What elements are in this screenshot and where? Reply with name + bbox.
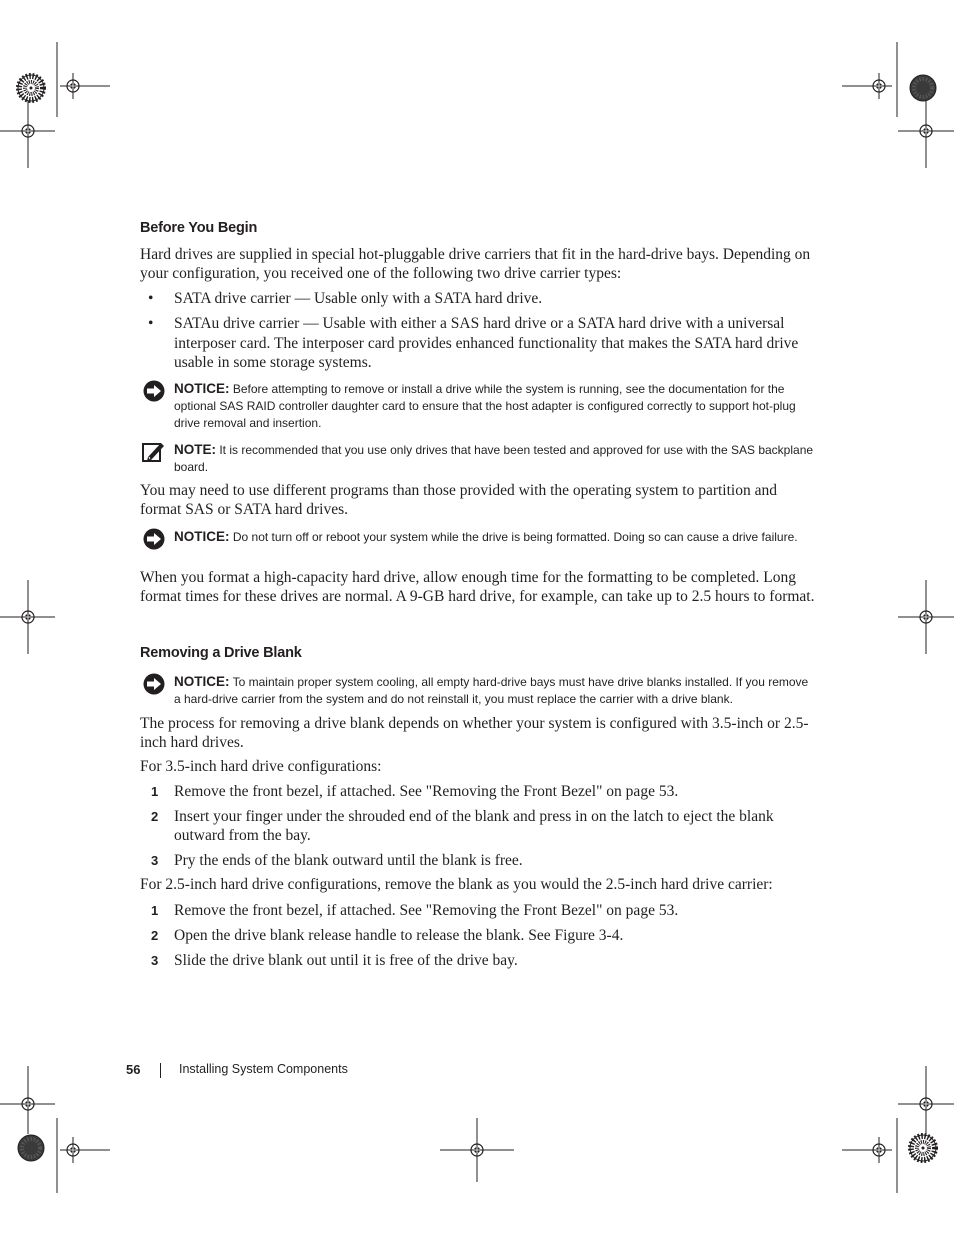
notice-arrow-icon [142,528,166,550]
list-intro-2-5-inch: For 2.5-inch hard drive configurations, remove the blank as you would the 2.5-inch hard drive carrier: [140,876,773,893]
note-label: NOTE: [174,442,216,457]
list-item [140,289,820,309]
bullet-text: SATAu drive carrier — Usable with either a SAS hard drive or a SATA hard drive with a universal interposer card. The interposer card provides enhanced functionality that makes the SATA hard drive usable in some storage systems. [174,315,799,371]
notice-label: NOTICE: [174,674,230,689]
list-item [140,314,820,374]
section-heading-removing-a-drive-blank: Removing a Drive Blank [140,645,302,661]
step-item [140,901,820,921]
notice-label: NOTICE: [174,381,230,396]
step-item [140,926,820,946]
note-pencil-icon [142,441,166,463]
list-intro-3-5-inch: For 3.5-inch hard drive configurations: [140,758,382,775]
step-item [140,951,820,971]
step-number: 2 [151,809,159,824]
step-number: 3 [151,953,159,968]
bullet-icon: • [148,290,154,307]
step-item [140,807,820,847]
footer-divider [160,1063,161,1078]
note-box [140,441,820,477]
note-text: It is recommended that you use only drives that have been tested and approved for use with the SAS backplane board. [174,443,814,474]
notice-arrow-icon [142,673,166,695]
notice-box [140,673,820,709]
notice-box [140,528,820,564]
step-text: Pry the ends of the blank outward until the blank is free. [174,852,523,869]
step-number: 1 [151,903,159,918]
step-number: 1 [151,784,159,799]
step-item [140,782,820,802]
page-number: 56 [126,1062,141,1077]
body-paragraph: The process for removing a drive blank depends on whether your system is configured with 3.5-inch or 2.5-inch hard drives. [140,715,809,751]
body-paragraph: When you format a high-capacity hard drive, allow enough time for the formatting to be completed. Long format times for these drives are normal. A 9-GB hard drive, for example, can take up to 2.5 hours to format. [140,569,815,605]
chapter-title: Installing System Components [179,1062,348,1076]
intro-paragraph: Hard drives are supplied in special hot-pluggable drive carriers that fit in the hard-drive bays. Depending on your configuration, you received one of the following two drive carrier types: [140,246,811,282]
notice-text: To maintain proper system cooling, all empty hard-drive bays must have drive blanks installed. If you remove a hard-drive carrier from the system and do not reinstall it, you must replace the carrier with a drive blank. [174,675,809,706]
notice-text: Do not turn off or reboot your system while the drive is being formatted. Doing so can cause a drive failure. [232,530,798,544]
step-number: 2 [151,928,159,943]
step-text: Slide the drive blank out until it is free of the drive bay. [174,952,518,969]
step-text: Remove the front bezel, if attached. See "Removing the Front Bezel" on page 53. [174,783,679,800]
notice-arrow-icon [142,380,166,402]
step-text: Insert your finger under the shrouded end of the blank and press in on the latch to eject the blank outward from the bay. [174,808,774,844]
notice-box [140,380,820,432]
bullet-icon: • [148,315,154,332]
step-text: Remove the front bezel, if attached. See "Removing the Front Bezel" on page 53. [174,902,679,919]
step-number: 3 [151,853,159,868]
notice-label: NOTICE: [174,529,230,544]
section-heading-before-you-begin: Before You Begin [140,220,258,236]
body-paragraph: You may need to use different programs than those provided with the operating system to partition and format SAS or SATA hard drives. [140,482,777,518]
step-item [140,851,820,871]
step-text: Open the drive blank release handle to release the blank. See Figure 3-4. [174,927,624,944]
notice-text: Before attempting to remove or install a drive while the system is running, see the documentation for the optional SAS RAID controller daughter card to ensure that the host adapter is configured correctly to support hot-plug drive removal and insertion. [174,382,796,430]
bullet-text: SATA drive carrier — Usable only with a SATA hard drive. [174,290,543,307]
